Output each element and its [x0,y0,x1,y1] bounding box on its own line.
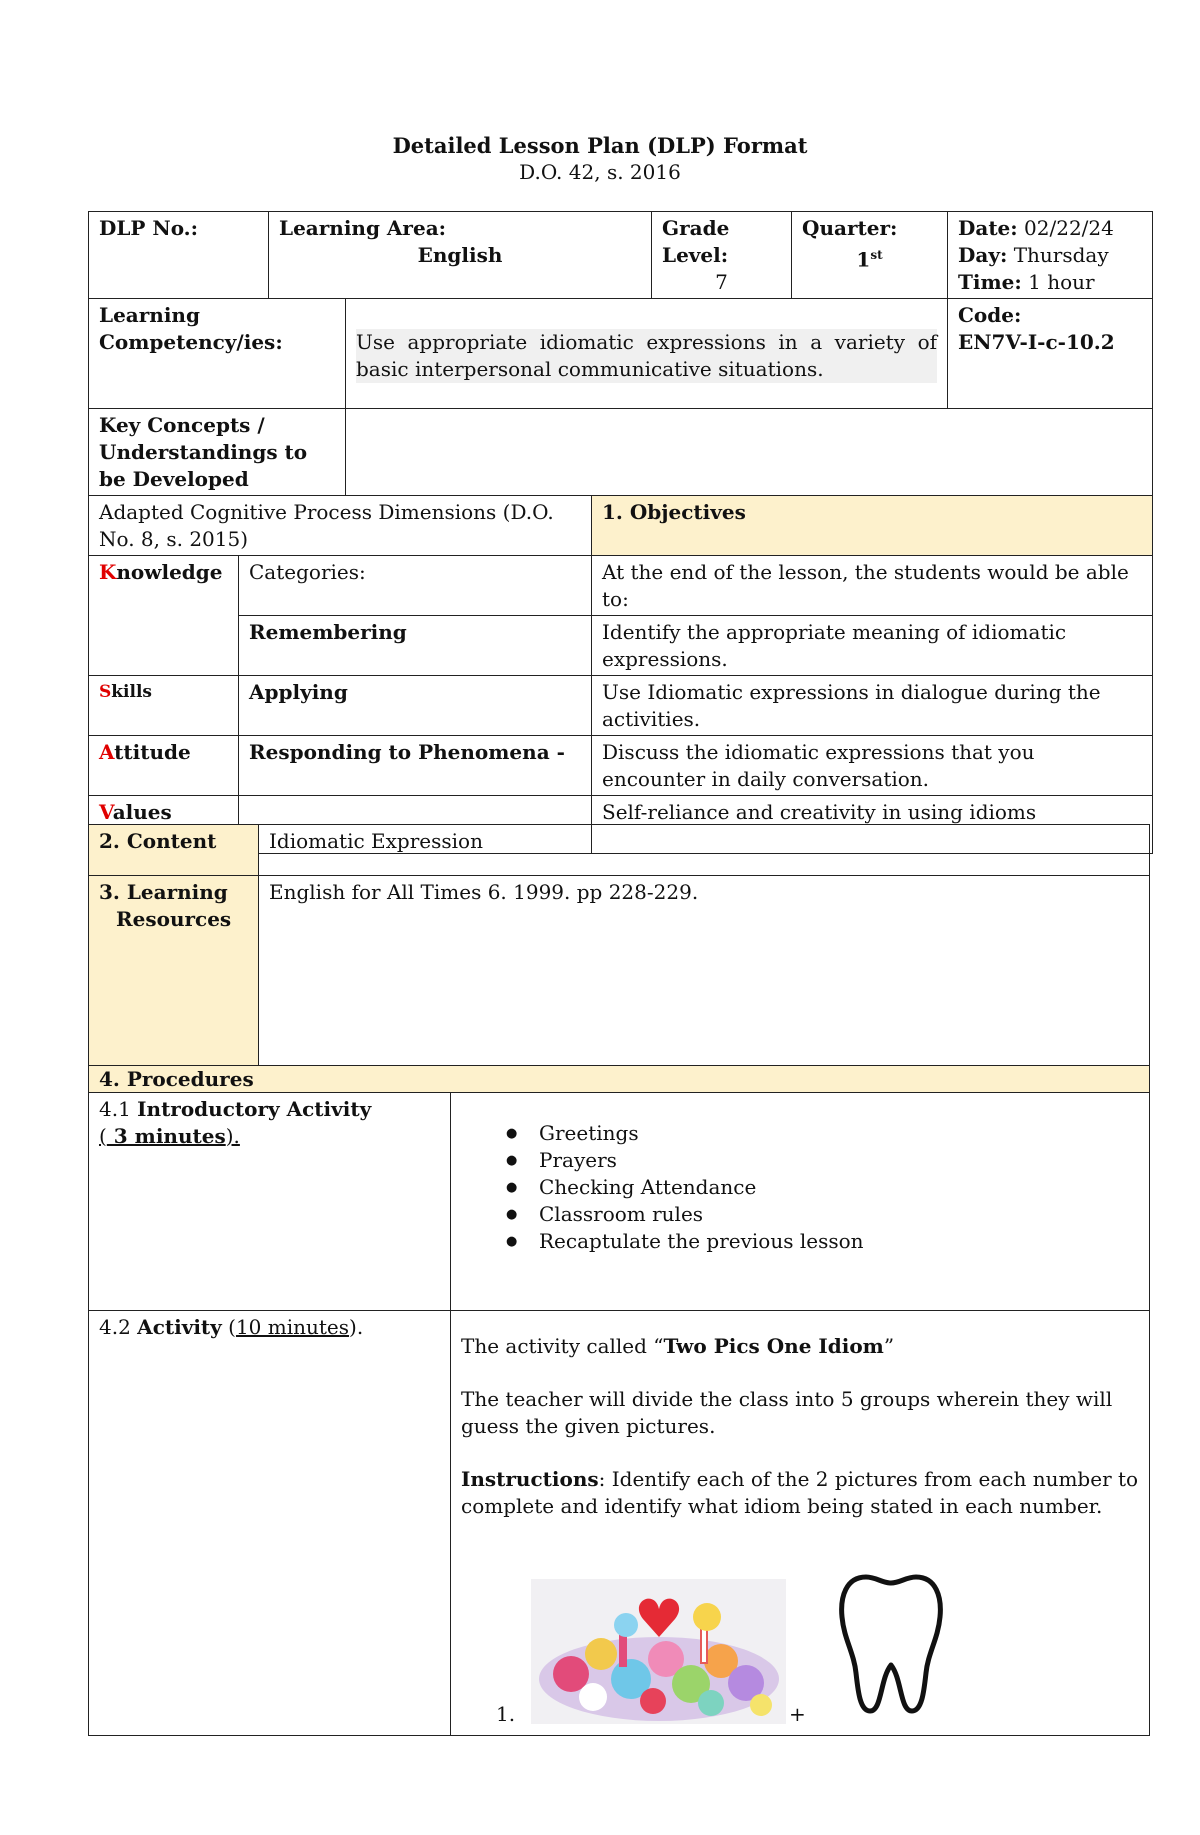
attitude-domain-cell [89,736,239,796]
list-item: ● Prayers [539,1147,1139,1174]
item-number: 1. [496,1702,516,1726]
code-cell [948,299,1153,409]
lesson-info-table [88,211,1153,854]
dimensions-header: Adapted Cognitive Process Dimensions (D.O. No. 8, s. 2015) [99,500,554,551]
attitude-initial: A [99,740,115,764]
quarter-value-wrap [802,242,937,274]
content-value-cell [259,825,1150,876]
candy-picture-icon [531,1579,786,1724]
list-item: ● Classroom rules [539,1201,1139,1228]
knowledge-category: Remembering [249,620,407,644]
intro-activity-label-cell [89,1093,451,1311]
list-item: ● Recaptulate the previous lesson [539,1228,1139,1255]
skills-initial: S [99,682,112,702]
attitude-objective-cell [592,736,1153,796]
activity-intro-pre: The activity called “ [461,1334,664,1358]
resources-value: English for All Times 6. 1999. pp 228-229. [269,880,699,904]
activity-intro [461,1333,1139,1360]
objectives-header: 1. Objectives [602,500,746,524]
day-label: Day: [958,243,1008,267]
intro-activity-number: 4.1 [99,1097,138,1121]
values-objective: Self-reliance and creativity in using idioms [602,800,1037,824]
skills-label: kills [111,682,153,702]
activity-time: 10 minutes [235,1315,350,1339]
time-value: 1 hour [1028,270,1095,294]
document-title: Detailed Lesson Plan (DLP) Format [392,133,808,158]
learning-area-label: Learning Area: [279,216,447,240]
knowledge-objective: Identify the appropriate meaning of idiomatic expressions. [602,620,1067,671]
grade-level-value: 7 [715,270,728,294]
attitude-category: Responding to Phenomena - [249,740,565,764]
quarter-suffix: st [870,248,883,262]
intro-activity-list [461,1120,1139,1255]
resources-label-line2: Resources [116,907,232,931]
learning-area-cell [269,212,652,299]
skills-domain-cell [89,676,239,736]
activity-title: Activity [137,1315,222,1339]
dlp-no-cell [89,212,269,299]
skills-objective-cell [592,676,1153,736]
competency-text: Use appropriate idiomatic expressions in a variety of basic interpersonal communicative situations. [356,330,938,381]
attitude-label: ttitude [114,740,191,764]
attitude-category-cell [239,736,592,796]
resources-label-line1: 3. Learning [99,880,228,904]
grade-level-cell [652,212,792,299]
dlp-no-label: DLP No.: [99,216,199,240]
values-label: alues [112,800,172,824]
learning-area-value: English [417,243,503,267]
quarter-value: 1 [856,247,871,272]
intro-activity-content-cell [451,1093,1150,1311]
plus-sign: + [789,1702,806,1726]
key-concepts-label: Key Concepts / Understandings to be Developed [99,413,308,491]
skills-category-cell [239,676,592,736]
resources-label-cell [89,876,259,1066]
objective-intro: At the end of the lesson, the students would be able to: [602,560,1129,611]
dimensions-header-cell [89,496,592,556]
document-subtitle: D.O. 42, s. 2016 [519,160,681,184]
list-item: ● Greetings [539,1120,1139,1147]
values-initial: V [99,800,113,824]
day-value: Thursday [1013,243,1109,267]
date-label: Date: [958,216,1018,240]
key-concepts-value-cell [346,409,1153,496]
skills-category: Applying [249,680,348,704]
knowledge-domain-cell [89,556,239,676]
list-item: ● Checking Attendance [539,1174,1139,1201]
activity-content-cell [451,1311,1150,1736]
knowledge-objective-cell [592,616,1153,676]
intro-activity-title: Introductory Activity [137,1097,372,1121]
resources-value-cell [259,876,1150,1066]
quarter-cell [792,212,948,299]
content-label-cell [89,825,259,876]
activity-number: 4.2 [99,1315,138,1339]
categories-label: Categories: [249,560,366,584]
content-value: Idiomatic Expression [269,829,483,853]
procedures-label: 4. Procedures [99,1067,254,1091]
objectives-header-cell [592,496,1153,556]
key-concepts-label-cell [89,409,346,496]
knowledge-label: nowledge [116,560,223,584]
activity-label-cell [89,1311,451,1736]
grade-level-label: Grade Level: [662,216,730,267]
instructions-text: : Identify each of the 2 pictures from each number to complete and identify what idiom being stated in each number. [461,1467,1139,1518]
competency-label: Learning Competency/ies: [99,303,283,354]
date-cell [948,212,1153,299]
categories-label-cell [239,556,592,616]
competency-text-cell [346,299,948,409]
code-label: Code: [958,303,1022,327]
activity-time-close: ). [349,1315,364,1339]
objective-intro-cell [592,556,1153,616]
activity-description: The teacher will divide the class into 5 groups wherein they will guess the given pictures. [461,1387,1113,1438]
tooth-icon [836,1569,946,1719]
knowledge-category-cell [239,616,592,676]
activity-time-open: ( [221,1315,236,1339]
intro-time-close: ). [225,1124,240,1148]
skills-objective: Use Idiomatic expressions in dialogue during the activities. [602,680,1101,731]
procedures-header-cell [89,1066,1150,1093]
activity-instructions [461,1466,1139,1520]
content-label: 2. Content [99,829,217,853]
intro-activity-time: 3 minutes [106,1124,226,1148]
competency-label-cell [89,299,346,409]
activity-intro-post: ” [883,1334,895,1358]
instructions-label: Instructions [461,1467,599,1491]
knowledge-initial: K [99,560,117,584]
quarter-label: Quarter: [802,216,898,240]
activity-name: Two Pics One Idiom [663,1334,884,1358]
code-value: EN7V-I-c-10.2 [958,330,1115,354]
lesson-body-table [88,824,1150,1736]
intro-time-open: ( [99,1124,107,1148]
time-label: Time: [958,270,1022,294]
attitude-objective: Discuss the idiomatic expressions that you encounter in daily conversation. [602,740,1035,791]
date-value: 02/22/24 [1024,216,1114,240]
